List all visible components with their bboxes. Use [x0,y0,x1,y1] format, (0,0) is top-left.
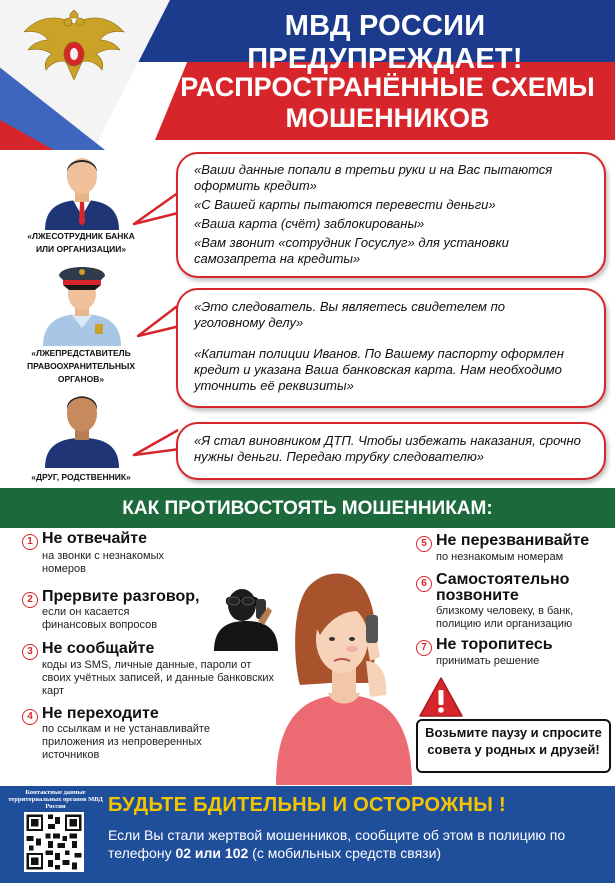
howto-title: КАК ПРОТИВОСТОЯТЬ МОШЕННИКАМ: [122,498,493,519]
contact-caption: Контактные данные территориальных органов МВД России [8,789,103,810]
bubble-tail [132,425,182,461]
caption-line: «ЛЖЕСОТРУДНИК БАНКА [27,231,135,241]
relative-icon [37,386,127,468]
tip-title: Не перезванивайте [436,532,590,549]
tip-title: Самостоятельно позвоните [436,571,570,604]
tip-number: 4 [22,709,38,725]
tip-title: Не отвечайте [42,530,147,547]
warning-icon [418,676,464,718]
page-title: МВД РОССИИ ПРЕДУПРЕЖДАЕТ! [247,10,523,75]
tip-title: Не торопитесь [436,636,553,653]
warning-line: Возьмите паузу и спросите [425,725,602,740]
scheme-bubble-police [176,288,606,408]
footer-text-prefix: Если Вы стали жертвой мошенников, сообщите об этом в полицию по телефону [108,827,566,861]
tip-title: Не переходите [42,705,159,722]
quote: «Ваша карта (счёт) заблокированы» [194,216,425,231]
bank-employee-icon [37,150,127,230]
scheme-caption-relative [14,471,148,484]
footer-text [108,826,608,862]
subtitle-line-2: МОШЕННИКОВ [285,103,490,133]
scheme-caption-bank [14,230,148,256]
caption-line: ИЛИ ОРГАНИЗАЦИИ» [35,244,127,254]
tip-text: на звонки с незнакомых номеров [42,550,164,575]
tip-text: близкому человеку, в банк, полицию или организацию [436,605,574,630]
police-officer-icon [37,258,127,346]
tip-text: принимать решение [436,655,540,667]
tip-text: по ссылкам и не устанавливайте приложения из непроверенных источников [42,723,210,761]
footer-title: БУДЬТЕ БДИТЕЛЬНЫ И ОСТОРОЖНЫ ! [108,794,506,816]
tip-number: 2 [22,592,38,608]
header [0,0,615,150]
page-subtitle [160,72,615,134]
quote: «Ваши данные попали в третьи руки и на Вас пытаются оформить кредит» [194,162,553,193]
tip-number: 3 [22,644,38,660]
quote: «Вам звонит «сотрудник Госуслуг» для установки самозапрета на кредиты» [194,235,509,266]
qr-code-icon[interactable] [24,812,84,872]
caption-line: «ЛЖЕПРЕДСТАВИТЕЛЬ [31,348,131,358]
subtitle-line-1: РАСПРОСТРАНЁННЫЕ СХЕМЫ [180,72,595,102]
tip-text: коды из SMS, личные данные, пароли от своих учётных записей, и данные банковских карт [42,659,275,697]
tip-number: 1 [22,534,38,550]
emergency-phone-numbers: 02 или 102 [175,845,249,861]
tip-title: Прервите разговор, [42,588,200,605]
tip-text: по незнакомым номерам [436,551,564,563]
quote: «Я стал виновником ДТП. Чтобы избежать наказания, срочно нужны деньги. Передаю трубку следователю» [194,433,581,464]
footer-text-suffix: (с мобильных средств связи) [248,845,442,861]
tip-number: 5 [416,536,432,552]
caption-line: ОРГАНОВ» [57,374,105,384]
scheme-bubble-relative [176,422,606,480]
quote: «С Вашей карты пытаются перевести деньги» [194,197,496,212]
scheme-caption-police [14,347,148,386]
caption-line: «ДРУГ, РОДСТВЕННИК» [31,472,131,482]
tip-text: если он касается финансовых вопросов [42,606,158,631]
tip-number: 7 [416,640,432,656]
warning-box [416,719,611,773]
tip-title: Не сообщайте [42,640,155,657]
caption-line: ПРАВООХРАНИТЕЛЬНЫХ [26,361,136,371]
mvd-emblem-icon [18,10,130,96]
woman-on-phone-icon [270,565,418,785]
quote: «Это следователь. Вы являетесь свидетелем по уголовному делу» [194,299,505,330]
scheme-bubble-bank [176,152,606,278]
tip-number: 6 [416,576,432,592]
quote: «Капитан полиции Иванов. По Вашему паспорту оформлен кредит и указана Ваша банковская карта. Нам необходимо уточнить её реквизиты» [194,346,564,393]
warning-line: совета у родных и друзей! [427,742,600,757]
